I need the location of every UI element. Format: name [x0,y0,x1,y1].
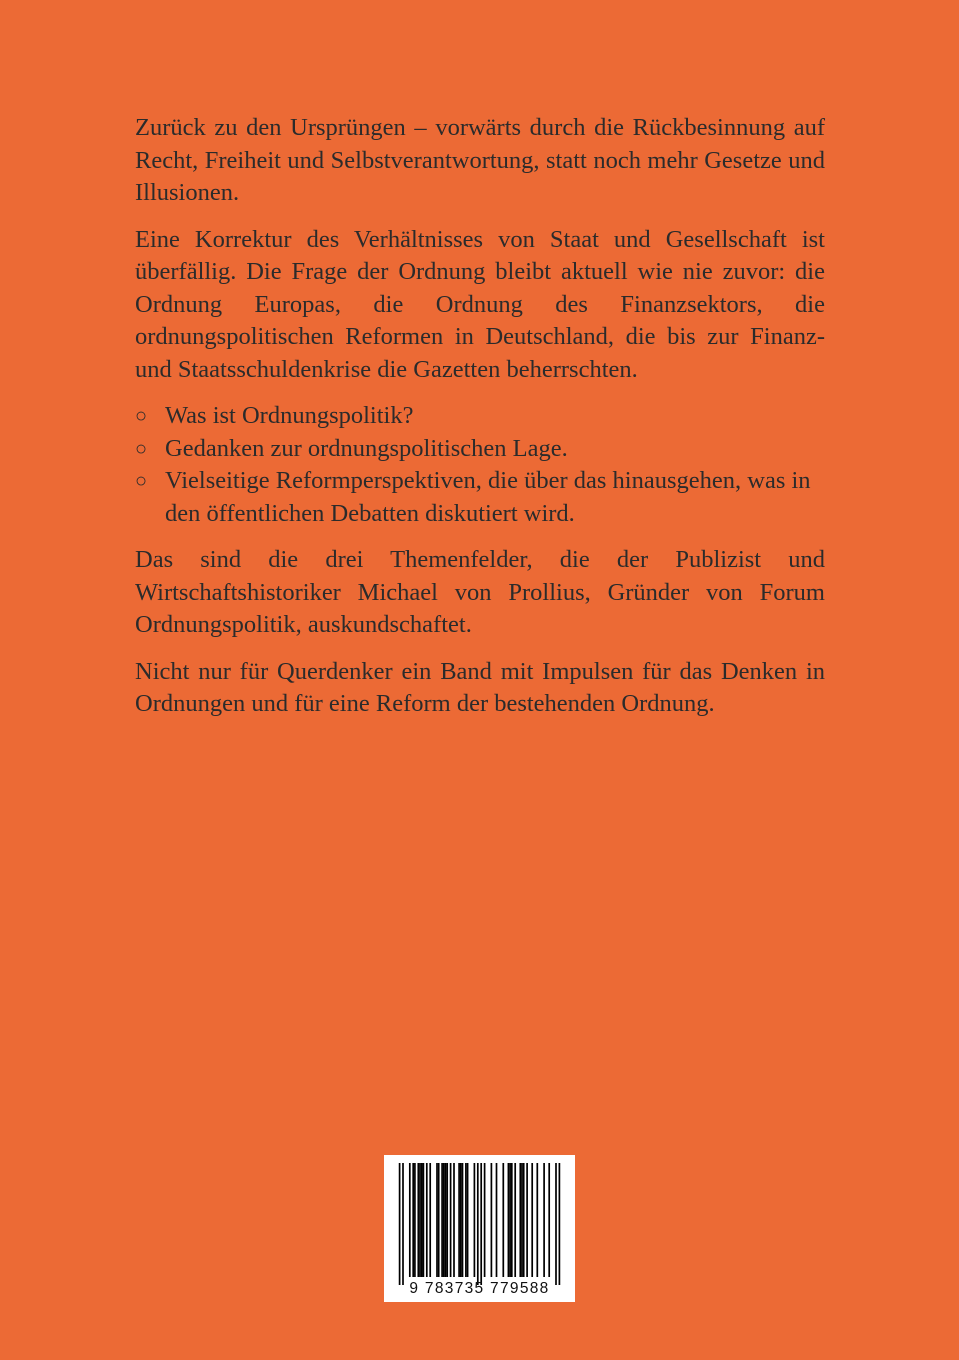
barcode-bar [508,1163,510,1277]
author-paragraph: Das sind die drei Themenfelder, die der Publizist und Wirtschaftshistoriker Michael von Prollius, Gründer von Forum Ordnungspolitik, auskundschaftet. [135,546,825,638]
barcode-bars-icon [384,1155,575,1285]
bullet-circle-icon: ○ [135,470,148,492]
barcode-bar [531,1163,533,1277]
isbn-digits: 9 783735 779588 [409,1280,550,1297]
barcode-bar [438,1163,440,1277]
barcode-bar [496,1163,498,1277]
barcode-bar [436,1163,438,1277]
bullet-circle-icon: ○ [135,405,148,427]
barcode-bar [477,1163,479,1285]
list-item-text: Gedanken zur ordnungspolitischen Lage. [165,434,568,462]
barcode-bar [559,1163,561,1285]
list-item [135,433,825,466]
barcode-bar [521,1163,523,1277]
barcode-bar [419,1163,421,1277]
barcode-bar [474,1163,476,1277]
closing-paragraph: Nicht nur für Querdenker ein Band mit Impulsen für das Denken in Ordnungen und für eine Reform der bestehenden Ordnung. [135,657,825,717]
barcode-bar [462,1163,464,1277]
list-item-text: Was ist Ordnungspolitik? [165,402,414,429]
barcode-bar [446,1163,448,1277]
barcode-bar [543,1163,545,1277]
intro-paragraph: Zurück zu den Ursprüngen – vorwärts durch die Rückbesinnung auf Recht, Freiheit und Selbstverantwortung, statt noch mehr Gesetze und Illusionen. [135,114,825,206]
barcode-bar [536,1163,538,1277]
barcode-bar [429,1163,431,1277]
barcode-bar [453,1163,455,1277]
barcode-bar [465,1163,467,1277]
barcode-bar [458,1163,460,1277]
barcode-bar [548,1163,550,1277]
barcode-bar [402,1163,404,1285]
bullet-circle-icon: ○ [135,437,148,460]
barcode-bar [514,1163,516,1277]
list-item [135,465,825,530]
barcode-bar [421,1163,423,1277]
barcode-bar [509,1163,511,1277]
list-item [135,400,825,433]
isbn-barcode [384,1155,575,1302]
barcode-bar [526,1163,528,1277]
barcode-bar [409,1163,411,1277]
barcode-bar [450,1163,452,1277]
barcode-bar [511,1163,513,1277]
barcode-bar [491,1163,493,1277]
barcode-bar [426,1163,428,1277]
barcode-bar [460,1163,462,1277]
barcode-bar [484,1163,486,1277]
barcode-bar [519,1163,521,1277]
barcode-bar [502,1163,504,1277]
barcode-bar [399,1163,401,1285]
context-paragraph: Eine Korrektur des Verhältnisses von Staat und Gesellschaft ist überfällig. Die Frage der Ordnung bleibt aktuell wie nie zuvor: die Ordnung Europas, die Ordnung des Finanzsektors, die ordnungspolitischen Reformen in Deutschland, die bis zur Finanz- und Staatsschuldenkrise die Gazetten beherrschten. [135,225,825,383]
topic-list [135,400,825,530]
barcode-bar [414,1163,416,1277]
barcode-bar [423,1163,425,1277]
barcode-bar [417,1163,419,1277]
list-item-text: Vielseitige Reformperspektiven, die über das hinausgehen, was in den öffentlichen Debatten diskutiert wird. [165,467,811,527]
back-cover-text [135,112,825,735]
barcode-bar [445,1163,447,1277]
barcode-bar [412,1163,414,1277]
barcode-bar [443,1163,445,1277]
barcode-bar [523,1163,525,1277]
barcode-bar [441,1163,443,1277]
barcode-bar [555,1163,557,1285]
barcode-bar [467,1163,469,1277]
barcode-bar [480,1163,482,1285]
